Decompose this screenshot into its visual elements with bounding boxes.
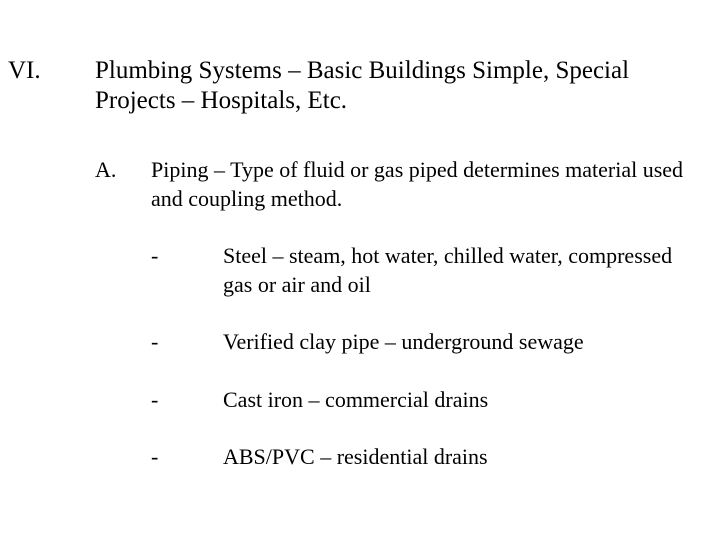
- bullet-text-abs-pvc: ABS/PVC – residential drains: [223, 444, 488, 469]
- section-title: Plumbing Systems – Basic Buildings Simple, Special Projects – Hospitals, Etc.: [95, 57, 630, 114]
- bullet-dash: -: [151, 329, 159, 354]
- bullet-text-cast-iron: Cast iron – commercial drains: [223, 387, 489, 412]
- subsection-text: Piping – Type of fluid or gas piped determines material used and coupling method.: [151, 157, 684, 211]
- bullet-dash: -: [151, 243, 159, 268]
- section-numeral: VI.: [8, 57, 41, 84]
- bullet-dash: -: [151, 387, 159, 412]
- bullet-text-steel: Steel – steam, hot water, chilled water, compressed gas or air and oil: [223, 243, 673, 297]
- bullet-dash: -: [151, 444, 159, 469]
- bullet-text-clay: Verified clay pipe – underground sewage: [223, 329, 584, 354]
- subsection-marker: A.: [95, 157, 117, 182]
